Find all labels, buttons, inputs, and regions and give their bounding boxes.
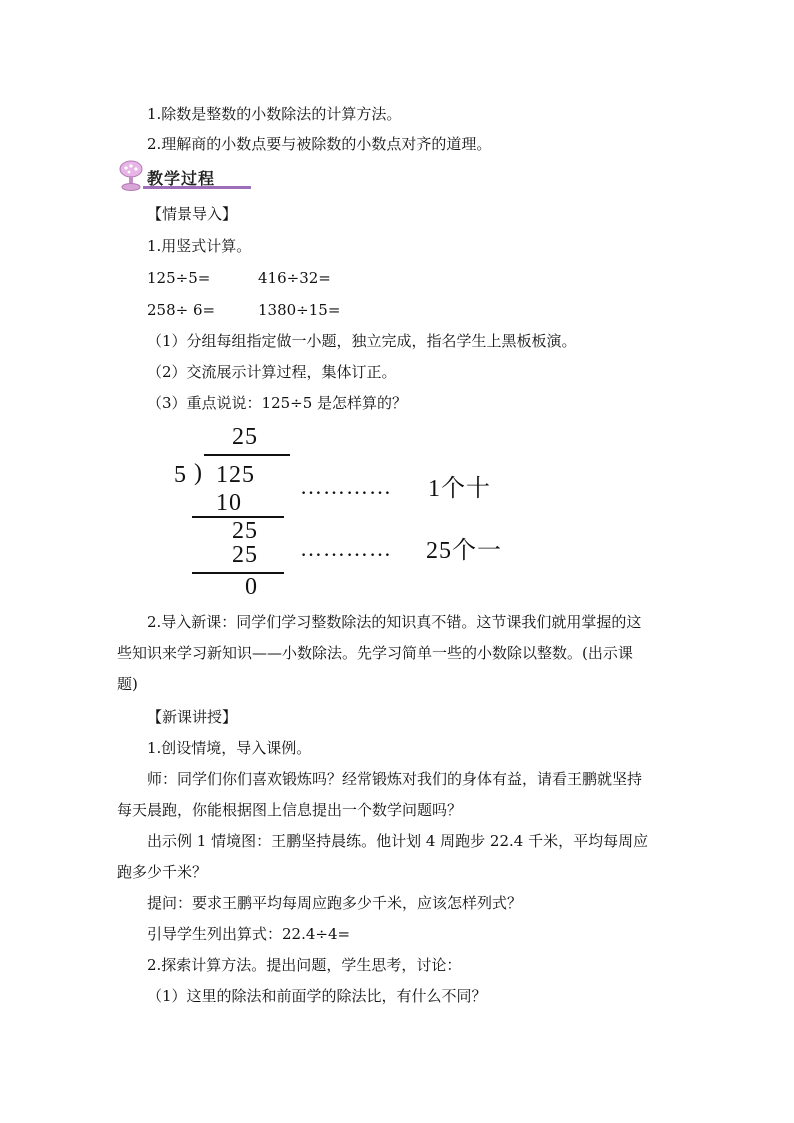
new-lesson-item-1: 1.创设情境，导入课例。 [147, 739, 312, 757]
calc-2: 416÷32= [258, 269, 331, 287]
calc-4: 1380÷15= [258, 301, 341, 319]
section-heading [117, 160, 267, 194]
objective-1: 1.除数是整数的小数除法的计算方法。 [147, 105, 402, 123]
long-division [168, 420, 528, 610]
dots-2: ………… [300, 536, 392, 561]
dots-1: ………… [300, 474, 392, 499]
formula-line: 引导学生列出算式：22.4÷4= [147, 925, 351, 943]
division-bracket: ) [194, 460, 203, 486]
note-1: 1个十 [428, 476, 491, 502]
question-line: 提问：要求王鹏平均每周应跑多少千米，应该怎样列式？ [147, 894, 523, 912]
intro-header: 【情景导入】 [147, 205, 238, 223]
section-title: 教学过程 [147, 169, 216, 188]
section-underline [143, 186, 251, 189]
new-lesson-sub-1: （1）这里的除法和前面学的除法比，有什么不同？ [147, 987, 487, 1005]
calc-1: 125÷5= [147, 269, 211, 287]
intro-item-1: 1.用竖式计算。 [147, 237, 252, 255]
teacher-line-2: 每天晨跑，你能根据图上信息提出一个数学问题吗？ [117, 801, 463, 819]
new-lesson-line-2: 些知识来学习新知识——小数除法。先学习简单一些的小数除以整数。(出示课 [117, 644, 633, 662]
quotient: 25 [232, 424, 258, 450]
calc-3: 258÷ 6= [147, 301, 216, 319]
new-lesson-line-1: 2.导入新课：同学们学习整数除法的知识真不错。这节课我们就用掌握的这 [147, 613, 642, 631]
step2-product: 25 [232, 542, 258, 568]
final-remainder: 0 [245, 574, 258, 600]
intro-step-1: （1）分组每组指定做一小题，独立完成，指名学生上黑板板演。 [147, 332, 577, 350]
intro-step-3: （3）重点说说：125÷5 是怎样算的？ [147, 394, 408, 412]
line-2 [192, 572, 284, 574]
division-bar [204, 454, 290, 456]
dividend: 125 [216, 462, 255, 488]
divisor: 5 [174, 462, 187, 488]
new-lesson-item-2: 2.探索计算方法。提出问题，学生思考，讨论： [147, 956, 462, 974]
new-lesson-line-3: 题) [117, 675, 138, 693]
teacher-line-1: 师：同学们你们喜欢锻炼吗？经常锻炼对我们的身体有益，请看王鹏就坚持 [147, 770, 643, 788]
example-line-1: 出示例 1 情境图：王鹏坚持晨练。他计划 4 周跑步 22.4 千米，平均每周应 [147, 832, 649, 850]
note-2: 25个一 [426, 538, 502, 564]
example-line-2: 跑多少千米？ [117, 863, 208, 881]
intro-step-2: （2）交流展示计算过程，集体订正。 [147, 363, 397, 381]
new-lesson-header: 【新课讲授】 [147, 708, 238, 726]
step1-product: 10 [216, 490, 242, 516]
objective-2: 2.理解商的小数点要与被除数的小数点对齐的道理。 [147, 135, 492, 153]
step1-remainder: 25 [232, 518, 258, 544]
